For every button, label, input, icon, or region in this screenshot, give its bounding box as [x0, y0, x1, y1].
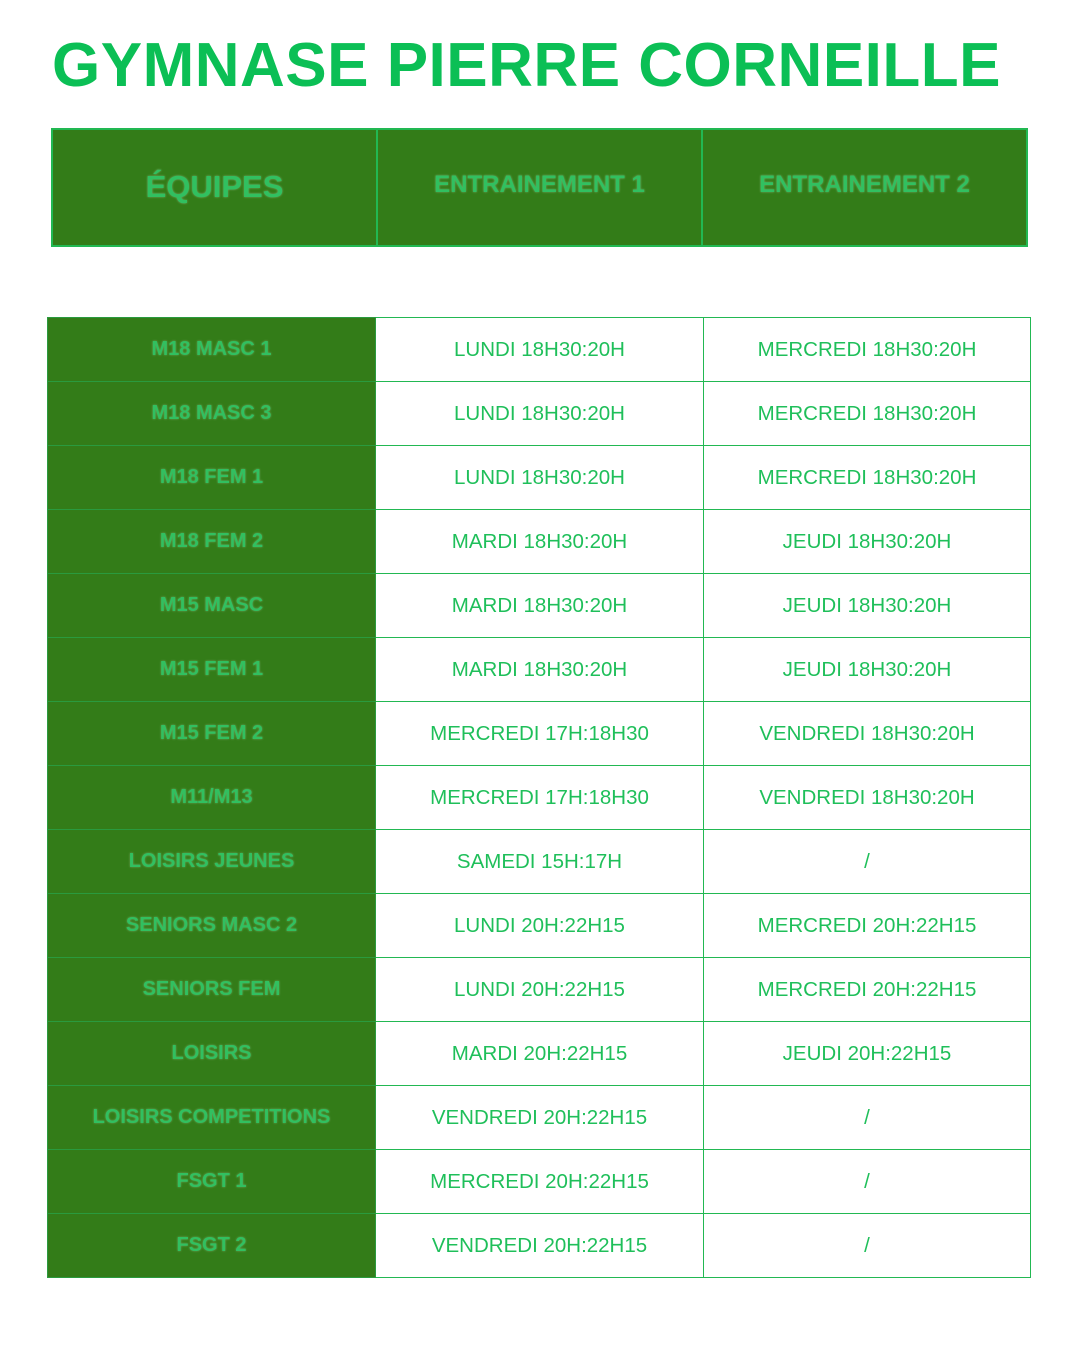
training-2-cell: MERCREDI 20H:22H15: [704, 894, 1031, 958]
header-teams: ÉQUIPES: [53, 130, 378, 245]
table-row: [48, 1022, 1031, 1086]
team-cell: SENIORS MASC 2: [48, 894, 376, 958]
training-2-cell: JEUDI 20H:22H15: [704, 1022, 1031, 1086]
training-1-cell: LUNDI 18H30:20H: [376, 446, 704, 510]
training-2-cell: VENDREDI 18H30:20H: [704, 702, 1031, 766]
training-2-cell: MERCREDI 20H:22H15: [704, 958, 1031, 1022]
training-1-cell: MARDI 18H30:20H: [376, 574, 704, 638]
training-1-cell: SAMEDI 15H:17H: [376, 830, 704, 894]
training-1-cell: MARDI 20H:22H15: [376, 1022, 704, 1086]
table-row: [48, 638, 1031, 702]
training-2-cell: MERCREDI 18H30:20H: [704, 318, 1031, 382]
training-1-cell: LUNDI 20H:22H15: [376, 894, 704, 958]
team-cell: LOISIRS COMPETITIONS: [48, 1086, 376, 1150]
schedule-table: [47, 317, 1031, 1278]
table-row: [48, 318, 1031, 382]
training-1-cell: LUNDI 20H:22H15: [376, 958, 704, 1022]
training-1-cell: MERCREDI 20H:22H15: [376, 1150, 704, 1214]
page-title: GYMNASE PIERRE CORNEILLE: [52, 31, 1001, 100]
training-2-cell: JEUDI 18H30:20H: [704, 638, 1031, 702]
training-2-cell: JEUDI 18H30:20H: [704, 510, 1031, 574]
table-row: [48, 1086, 1031, 1150]
team-cell: FSGT 2: [48, 1214, 376, 1278]
team-cell: M18 MASC 3: [48, 382, 376, 446]
training-2-cell: JEUDI 18H30:20H: [704, 574, 1031, 638]
team-cell: LOISIRS: [48, 1022, 376, 1086]
team-cell: M11/M13: [48, 766, 376, 830]
table-row: [48, 382, 1031, 446]
table-row: [48, 446, 1031, 510]
header-training-2: ENTRAINEMENT 2: [759, 170, 970, 198]
table-row: [48, 510, 1031, 574]
training-1-cell: VENDREDI 20H:22H15: [376, 1086, 704, 1150]
table-row: [48, 958, 1031, 1022]
training-1-cell: MARDI 18H30:20H: [376, 510, 704, 574]
training-2-cell: /: [704, 1086, 1031, 1150]
training-1-cell: LUNDI 18H30:20H: [376, 318, 704, 382]
training-2-cell: /: [704, 830, 1031, 894]
table-row: [48, 894, 1031, 958]
team-cell: LOISIRS JEUNES: [48, 830, 376, 894]
schedule-body: [48, 318, 1031, 1278]
training-2-cell: MERCREDI 18H30:20H: [704, 446, 1031, 510]
table-row: [48, 1150, 1031, 1214]
table-row: [48, 830, 1031, 894]
team-cell: M15 FEM 2: [48, 702, 376, 766]
training-2-cell: /: [704, 1214, 1031, 1278]
training-2-cell: /: [704, 1150, 1031, 1214]
training-1-cell: VENDREDI 20H:22H15: [376, 1214, 704, 1278]
team-cell: M18 FEM 1: [48, 446, 376, 510]
training-2-cell: MERCREDI 18H30:20H: [704, 382, 1031, 446]
table-row: [48, 574, 1031, 638]
team-cell: M18 FEM 2: [48, 510, 376, 574]
table-header: [51, 128, 1028, 247]
table-row: [48, 702, 1031, 766]
training-1-cell: MERCREDI 17H:18H30: [376, 702, 704, 766]
table-row: [48, 766, 1031, 830]
training-2-cell: VENDREDI 18H30:20H: [704, 766, 1031, 830]
training-1-cell: MERCREDI 17H:18H30: [376, 766, 704, 830]
header-training-1: ENTRAINEMENT 1: [378, 130, 703, 245]
team-cell: SENIORS FEM: [48, 958, 376, 1022]
team-cell: M15 FEM 1: [48, 638, 376, 702]
team-cell: FSGT 1: [48, 1150, 376, 1214]
training-1-cell: LUNDI 18H30:20H: [376, 382, 704, 446]
team-cell: M18 MASC 1: [48, 318, 376, 382]
team-cell: M15 MASC: [48, 574, 376, 638]
table-row: [48, 1214, 1031, 1278]
training-1-cell: MARDI 18H30:20H: [376, 638, 704, 702]
